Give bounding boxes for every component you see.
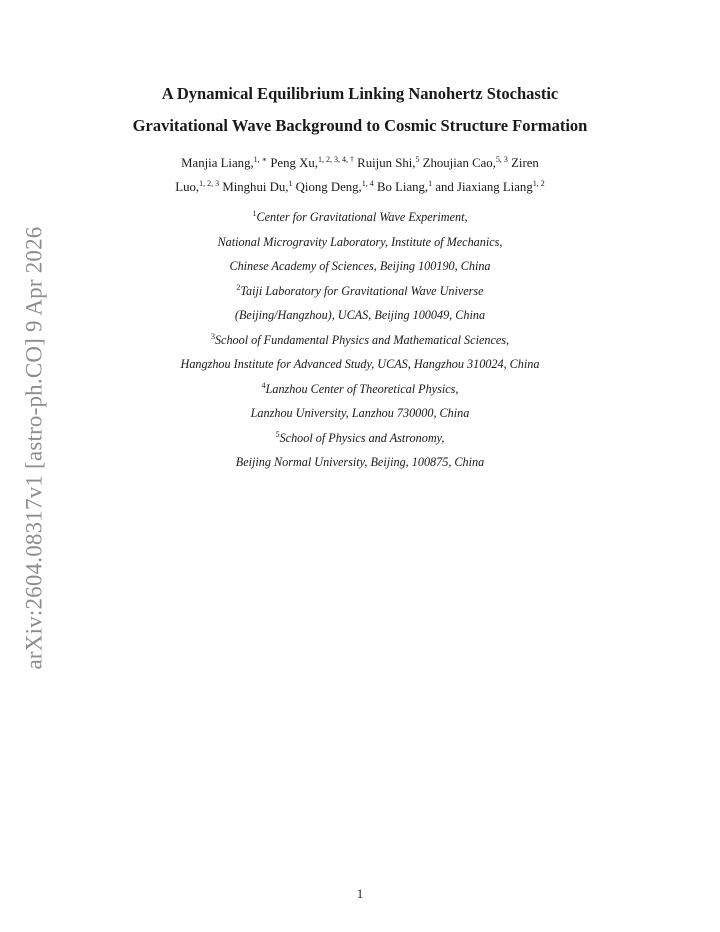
author-affiliation-marker: 1, 2 xyxy=(532,179,545,188)
author-affiliation-marker: 1, 2, 3 xyxy=(199,179,220,188)
arxiv-stamp xyxy=(16,226,52,670)
affiliation-text: Taiji Laboratory for Gravitational Wave Universe xyxy=(240,283,484,298)
author-affiliation-marker: 1, ∗ xyxy=(253,155,268,164)
author-list xyxy=(60,151,660,199)
affiliation-list xyxy=(60,205,660,475)
author-affiliation-marker: 1 xyxy=(428,179,433,188)
affiliation-text: School of Fundamental Physics and Mathematical Sciences, xyxy=(214,332,510,347)
arxiv-identifier: arXiv:2604.08317v1 [astro-ph.CO] 9 Apr 2026 xyxy=(21,226,46,670)
affiliation-1 xyxy=(60,205,660,279)
affiliation-line: Beijing Normal University, Beijing, 100875, China xyxy=(235,455,485,469)
affiliation-line xyxy=(60,377,660,402)
affiliation-4 xyxy=(60,377,660,426)
author-name: Ziren xyxy=(511,156,539,170)
author-name: Luo, xyxy=(175,180,200,194)
affiliation-marker: 4 xyxy=(261,380,266,390)
affiliation-line xyxy=(60,328,660,353)
author-name: Bo Liang, xyxy=(376,180,429,194)
author-name: Ruijun Shi, xyxy=(357,156,416,170)
author-name: Peng Xu, xyxy=(270,156,318,170)
author-affiliation-marker: 1, 4 xyxy=(361,179,374,188)
affiliation-text: School of Physics and Astronomy, xyxy=(279,430,445,445)
author-name: Zhoujian Cao, xyxy=(422,156,496,170)
affiliation-text: Lanzhou Center of Theoretical Physics, xyxy=(265,381,459,396)
author-name: Manjia Liang, xyxy=(181,156,254,170)
affiliation-2 xyxy=(60,279,660,328)
author-affiliation-marker: 5 xyxy=(415,155,420,164)
author-affiliation-marker: 1, 2, 3, 4, † xyxy=(317,155,354,164)
author-affiliation-marker: 5, 3 xyxy=(495,155,508,164)
author-line-1 xyxy=(60,151,660,175)
affiliation-marker: 2 xyxy=(236,282,241,292)
page-number: 1 xyxy=(356,887,364,901)
author-name: and Jiaxiang Liang xyxy=(435,180,533,194)
paper-title xyxy=(60,78,660,142)
author-name: Qiong Deng, xyxy=(295,180,362,194)
affiliation-text: Center for Gravitational Wave Experiment, xyxy=(256,210,468,224)
affiliation-marker: 3 xyxy=(210,331,215,341)
author-name: Minghui Du, xyxy=(222,180,289,194)
affiliation-line xyxy=(60,205,660,230)
affiliation-line: Lanzhou University, Lanzhou 730000, China xyxy=(250,406,470,420)
affiliation-line xyxy=(60,426,660,451)
affiliation-3 xyxy=(60,328,660,377)
affiliation-marker: 1 xyxy=(252,209,257,218)
affiliation-line: National Microgravity Laboratory, Institute of Mechanics, xyxy=(217,234,503,249)
author-affiliation-marker: 1 xyxy=(288,179,293,188)
affiliation-line: (Beijing/Hangzhou), UCAS, Beijing 100049, China xyxy=(234,308,486,322)
title-line-2: Gravitational Wave Background to Cosmic Structure Formation xyxy=(132,116,588,135)
affiliation-line: Chinese Academy of Sciences, Beijing 100190, China xyxy=(229,259,491,273)
author-line-2 xyxy=(60,175,660,199)
affiliation-5 xyxy=(60,426,660,475)
affiliation-line: Hangzhou Institute for Advanced Study, UCAS, Hangzhou 310024, China xyxy=(180,357,540,371)
affiliation-line xyxy=(60,279,660,304)
title-line-1: A Dynamical Equilibrium Linking Nanohertz Stochastic xyxy=(161,84,559,103)
affiliation-marker: 5 xyxy=(275,429,280,439)
